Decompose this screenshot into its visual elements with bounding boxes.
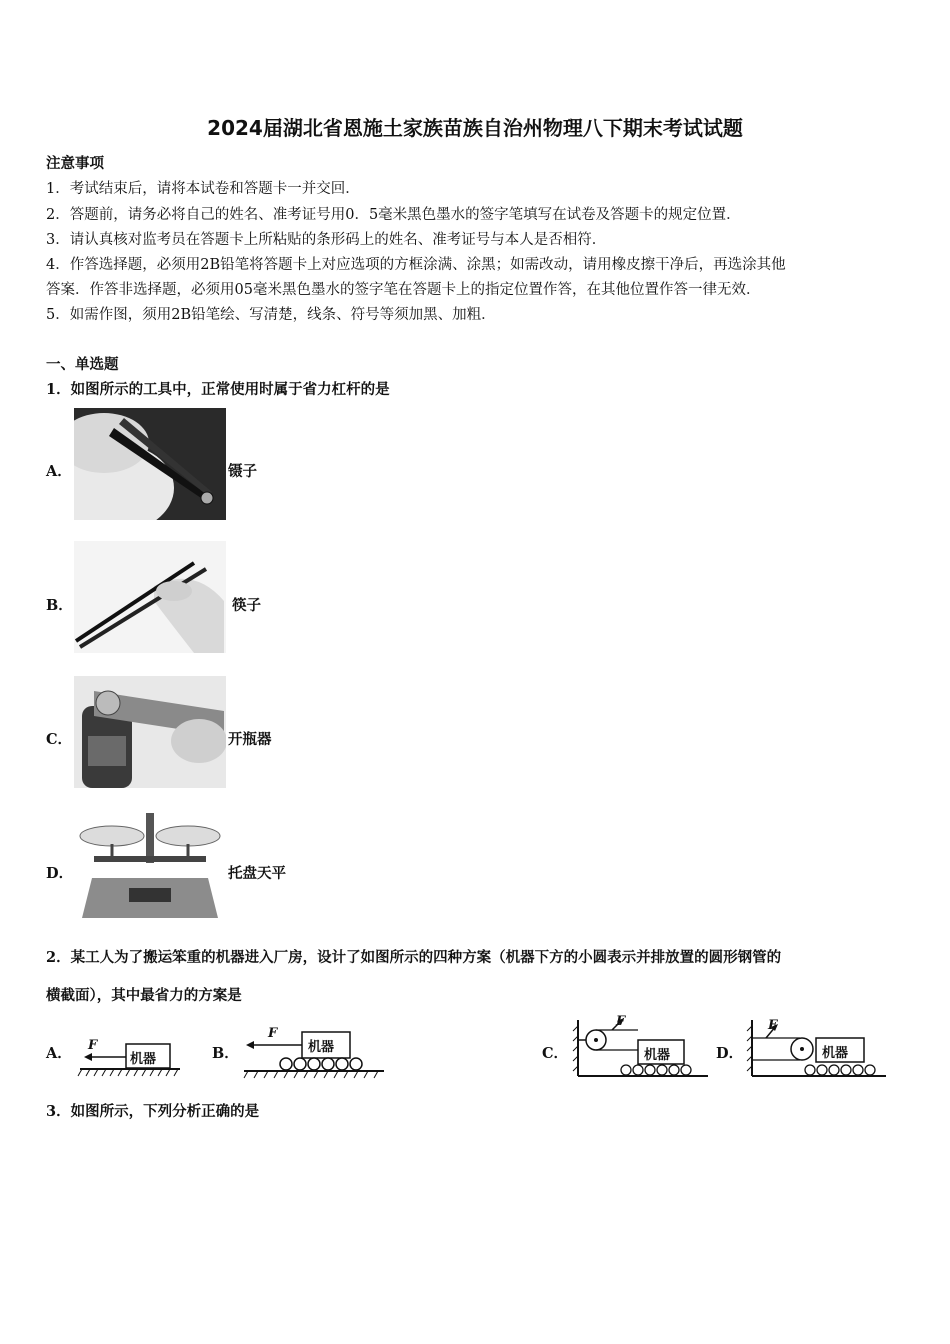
- q1-option-a-label: A．: [46, 463, 72, 480]
- notice-item-3: 3．请认真核对监考员在答题卡上所粘贴的条形码上的姓名、准考证号与本人是否相符．: [46, 232, 607, 248]
- exam-title: 2024届湖北省恩施土家族苗族自治州物理八下期末考试试题: [207, 116, 743, 140]
- q2-b-force-label: F: [268, 1026, 278, 1041]
- q1-option-d-text: 托盘天平: [228, 865, 286, 882]
- q2-d-force-label: F: [768, 1018, 778, 1033]
- q2-diagram-a: [76, 1036, 180, 1080]
- notice-item-5: 5．如需作图，须用2B铅笔绘、写清楚，线条、符号等须加黑、加粗．: [46, 307, 496, 323]
- chopsticks-image: [74, 541, 226, 653]
- tweezers-image: [74, 408, 226, 520]
- q2-option-b-label: B．: [212, 1045, 239, 1062]
- notice-item-4: 4．作答选择题，必须用2B铅笔将答题卡上对应选项的方框涂满、涂黑；如需改动，请用橡皮擦干净后，再选涂其他: [46, 257, 786, 273]
- q2-c-force-label: F: [616, 1014, 626, 1029]
- balance-scale-image: [74, 808, 226, 920]
- section-heading: 一、单选题: [46, 356, 119, 373]
- question-2-stem-line2: 横截面），其中最省力的方案是: [46, 987, 242, 1004]
- notice-item-2: 2．答题前，请务必将自己的姓名、准考证号用0．5毫米黑色墨水的签字笔填写在试卷及答题卡的规定位置．: [46, 207, 741, 223]
- q1-option-c-text: 开瓶器: [228, 731, 272, 748]
- q2-a-machine-label: 机器: [130, 1052, 157, 1067]
- question-3-stem: 3．如图所示，下列分析正确的是: [46, 1103, 260, 1120]
- q1-option-b-label: B．: [46, 597, 73, 614]
- q1-option-b-text: 筷子: [232, 597, 261, 614]
- q2-c-machine-label: 机器: [644, 1048, 671, 1063]
- notice-item-4-cont: 答案．作答非选择题，必须用05毫米黑色墨水的签字笔在答题卡上的指定位置作答，在其他位置作答一律无效．: [46, 282, 761, 298]
- bottle-opener-image: [74, 676, 226, 788]
- q2-option-a-label: A．: [46, 1045, 72, 1062]
- q1-option-d-label: D．: [46, 865, 74, 882]
- question-2-stem-line1: 2．某工人为了搬运笨重的机器进入厂房，设计了如图所示的四种方案（机器下方的小圆表示并排放置的圆形钢管的: [46, 949, 782, 966]
- q2-diagram-b: [242, 1028, 386, 1080]
- q2-diagram-c: [572, 1016, 710, 1082]
- notice-item-1: 1．考试结束后，请将本试卷和答题卡一并交回．: [46, 181, 360, 197]
- question-1-stem: 1．如图所示的工具中，正常使用时属于省力杠杆的是: [46, 381, 390, 398]
- q2-a-force-label: F: [88, 1038, 98, 1053]
- q2-b-machine-label: 机器: [308, 1040, 335, 1055]
- notice-heading: 注意事项: [46, 155, 104, 172]
- q2-option-d-label: D．: [716, 1045, 744, 1062]
- q1-option-a-text: 镊子: [228, 463, 257, 480]
- q2-diagram-d: [746, 1016, 888, 1082]
- q2-option-c-label: C．: [542, 1045, 569, 1062]
- q2-d-machine-label: 机器: [822, 1046, 849, 1061]
- q1-option-c-label: C．: [46, 731, 73, 748]
